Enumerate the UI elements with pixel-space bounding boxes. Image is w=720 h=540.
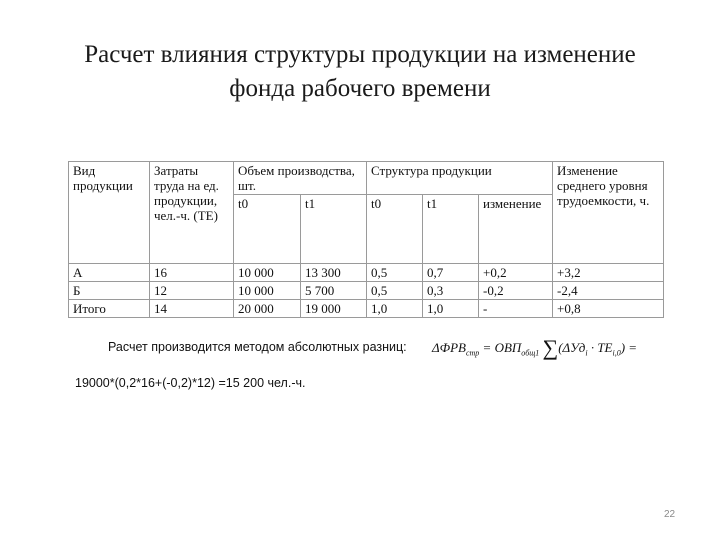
table-cell: 14 <box>150 300 234 318</box>
slide-title-line-2: фонда рабочего времени <box>229 75 491 102</box>
table-cell: 10 000 <box>234 264 301 282</box>
slide-title <box>20 38 700 106</box>
formula-ud-subscript: i <box>585 348 588 358</box>
table-cell: 19 000 <box>301 300 367 318</box>
formula-body: (ΔУд <box>558 340 586 355</box>
header-product-type: Вид продукции <box>69 162 150 264</box>
subheader-structure-t1: t1 <box>423 195 479 264</box>
table-cell: 1,0 <box>367 300 423 318</box>
subheader-structure-change: изменение <box>479 195 553 264</box>
header-labor-intensity-change: Изменение среднего уровня трудоемкости, ч. <box>553 162 664 264</box>
table-row <box>69 282 664 300</box>
subheader-structure-t0: t0 <box>367 195 423 264</box>
subheader-volume-t1: t1 <box>301 195 367 264</box>
table-cell: А <box>69 264 150 282</box>
table-cell: Итого <box>69 300 150 318</box>
table-cell: 10 000 <box>234 282 301 300</box>
sigma-symbol: ∑ <box>542 335 559 360</box>
calculation-result: 19000*(0,2*16+(-0,2)*12) =15 200 чел.-ч. <box>75 376 306 390</box>
table-header-row <box>69 162 664 195</box>
table-cell: 5 700 <box>301 282 367 300</box>
header-production-volume: Объем производства, шт. <box>234 162 367 195</box>
absolute-differences-formula <box>432 335 637 361</box>
table-cell: +0,8 <box>553 300 664 318</box>
table-cell: 13 300 <box>301 264 367 282</box>
table-row <box>69 264 664 282</box>
table-cell: - <box>479 300 553 318</box>
table-cell: 0,7 <box>423 264 479 282</box>
formula-te-subscript: i,0 <box>612 348 621 358</box>
table-cell: 0,5 <box>367 264 423 282</box>
table-cell: 0,3 <box>423 282 479 300</box>
table-cell: Б <box>69 282 150 300</box>
page-number: 22 <box>664 509 676 520</box>
table-cell: +0,2 <box>479 264 553 282</box>
formula-equals-ovp: = ОВП <box>479 340 522 355</box>
formula-lhs-subscript: стр <box>465 348 480 358</box>
structure-table <box>68 161 664 318</box>
header-product-structure: Структура продукции <box>367 162 553 195</box>
table-cell: +3,2 <box>553 264 664 282</box>
table-cell: 16 <box>150 264 234 282</box>
formula-mid: · ТЕ <box>587 340 613 355</box>
table-cell: 0,5 <box>367 282 423 300</box>
method-description: Расчет производится методом абсолютных разниц: <box>108 340 407 354</box>
table-cell: 12 <box>150 282 234 300</box>
table-cell: 1,0 <box>423 300 479 318</box>
table-row <box>69 300 664 318</box>
formula-lhs: ΔФРВ <box>432 340 466 355</box>
table-cell: -2,4 <box>553 282 664 300</box>
table-cell: 20 000 <box>234 300 301 318</box>
formula-ovp-subscript: общ1 <box>521 348 540 358</box>
table-cell: -0,2 <box>479 282 553 300</box>
formula-end: ) = <box>620 340 638 355</box>
header-labor-cost: Затраты труда на ед. продукции, чел.-ч. (ТЕ) <box>150 162 234 264</box>
subheader-volume-t0: t0 <box>234 195 301 264</box>
slide-title-line-1: Расчет влияния структуры продукции на изменение <box>84 41 636 68</box>
